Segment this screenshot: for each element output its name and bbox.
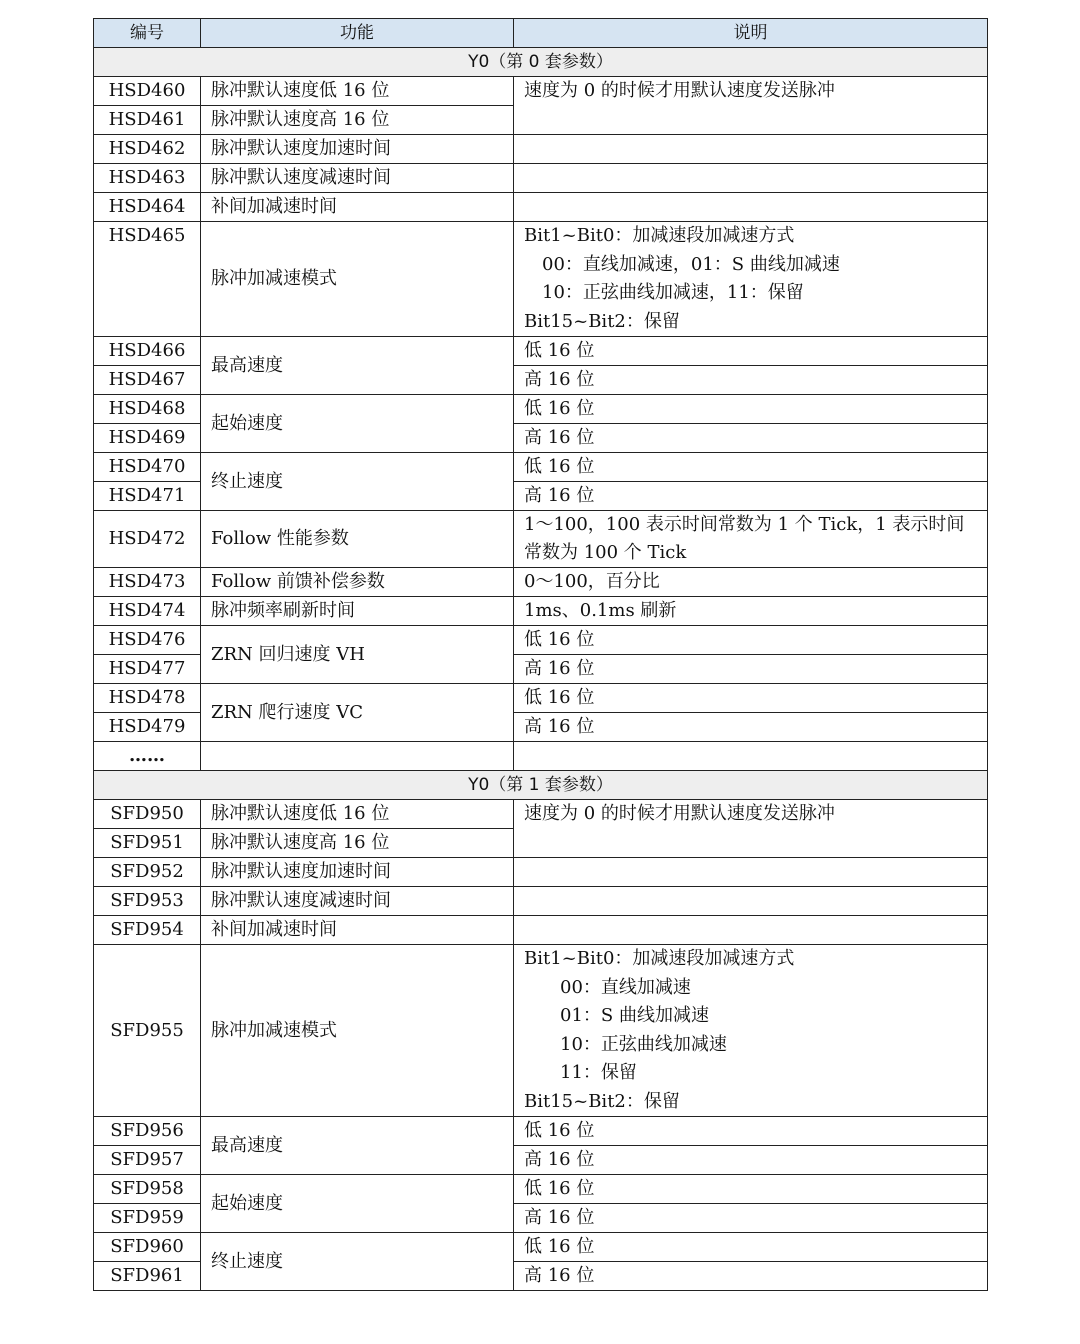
description-cell: 高 16 位 (514, 1262, 988, 1291)
description-cell: 1ms、0.1ms 刷新 (514, 597, 988, 626)
code-cell: HSD463 (94, 164, 201, 193)
code-cell: HSD471 (94, 482, 201, 511)
mode-line: 10：正弦曲线加减速，11：保留 (542, 282, 804, 303)
code-cell: HSD462 (94, 135, 201, 164)
code-cell: HSD472 (94, 511, 201, 568)
code-cell: HSD461 (94, 106, 201, 135)
function-cell: ZRN 回归速度 VH (201, 626, 514, 684)
table-row (94, 193, 988, 222)
code-cell: HSD476 (94, 626, 201, 655)
description-cell: 低 16 位 (514, 1175, 988, 1204)
function-cell (201, 742, 514, 771)
description-cell: 低 16 位 (514, 1117, 988, 1146)
function-cell: 脉冲默认速度高 16 位 (201, 829, 514, 858)
function-cell: 脉冲加减速模式 (201, 222, 514, 337)
function-cell: 脉冲频率刷新时间 (201, 597, 514, 626)
description-cell (514, 742, 988, 771)
code-cell: HSD468 (94, 395, 201, 424)
table-row (94, 742, 988, 771)
section-title: Y0（第 0 套参数） (94, 48, 988, 77)
description-cell: 低 16 位 (514, 684, 988, 713)
table-row (94, 222, 988, 337)
table-row (94, 511, 988, 568)
description-cell (514, 858, 988, 887)
code-cell: HSD478 (94, 684, 201, 713)
description-cell (514, 916, 988, 945)
parameter-table (93, 18, 988, 1291)
header-code: 编号 (94, 19, 201, 48)
description-cell: 低 16 位 (514, 1233, 988, 1262)
code-cell: SFD957 (94, 1146, 201, 1175)
table-row (94, 453, 988, 482)
table-row (94, 1117, 988, 1146)
code-cell: HSD477 (94, 655, 201, 684)
description-cell: 高 16 位 (514, 1146, 988, 1175)
description-cell: 速度为 0 的时候才用默认速度发送脉冲 (514, 77, 988, 135)
mode-line: Bit15~Bit2：保留 (524, 310, 680, 332)
function-cell: ZRN 爬行速度 VC (201, 684, 514, 742)
function-cell: 起始速度 (201, 395, 514, 453)
description-cell: 低 16 位 (514, 626, 988, 655)
description-cell (514, 193, 988, 222)
function-cell: 脉冲默认速度低 16 位 (201, 77, 514, 106)
function-cell: Follow 前馈补偿参数 (201, 568, 514, 597)
mode-line: 00：直线加减速 (560, 976, 691, 998)
description-cell: 高 16 位 (514, 655, 988, 684)
description-cell (514, 945, 988, 1117)
table-header-row (94, 19, 988, 48)
section-title: Y0（第 1 套参数） (94, 771, 988, 800)
description-cell: 1～100，100 表示时间常数为 1 个 Tick，1 表示时间常数为 100 个 Tick (514, 511, 988, 568)
description-cell (514, 887, 988, 916)
function-cell: 脉冲默认速度减速时间 (201, 164, 514, 193)
function-cell: 最高速度 (201, 337, 514, 395)
table-row (94, 858, 988, 887)
description-cell: 低 16 位 (514, 337, 988, 366)
code-cell: HSD466 (94, 337, 201, 366)
code-cell: SFD953 (94, 887, 201, 916)
section-row (94, 771, 988, 800)
table-row (94, 684, 988, 713)
description-cell: 高 16 位 (514, 366, 988, 395)
function-cell: 终止速度 (201, 1233, 514, 1291)
code-cell: SFD961 (94, 1262, 201, 1291)
function-cell: 脉冲默认速度低 16 位 (201, 800, 514, 829)
table-row (94, 626, 988, 655)
function-cell: 补间加减速时间 (201, 916, 514, 945)
description-cell: 高 16 位 (514, 424, 988, 453)
table-row (94, 1175, 988, 1204)
table-row (94, 597, 988, 626)
table-row (94, 800, 988, 829)
table-row (94, 337, 988, 366)
ellipsis-cell: …… (94, 742, 201, 771)
description-cell: 低 16 位 (514, 395, 988, 424)
function-cell: Follow 性能参数 (201, 511, 514, 568)
table-row (94, 916, 988, 945)
mode-line: Bit15~Bit2：保留 (524, 1090, 680, 1112)
mode-line: 01：S 曲线加减速 (560, 1005, 709, 1026)
code-cell: SFD951 (94, 829, 201, 858)
description-cell: 高 16 位 (514, 713, 988, 742)
code-cell: SFD954 (94, 916, 201, 945)
code-cell: HSD469 (94, 424, 201, 453)
description-cell (514, 135, 988, 164)
code-cell: SFD955 (94, 945, 201, 1117)
table-row (94, 945, 988, 1117)
description-cell: 高 16 位 (514, 482, 988, 511)
code-cell: HSD467 (94, 366, 201, 395)
description-cell (514, 222, 988, 337)
code-cell: SFD952 (94, 858, 201, 887)
code-cell: SFD950 (94, 800, 201, 829)
function-cell: 脉冲默认速度加速时间 (201, 135, 514, 164)
code-cell: HSD470 (94, 453, 201, 482)
function-cell: 起始速度 (201, 1175, 514, 1233)
table-row (94, 887, 988, 916)
code-cell: HSD479 (94, 713, 201, 742)
code-cell: SFD956 (94, 1117, 201, 1146)
function-cell: 终止速度 (201, 453, 514, 511)
header-description: 说明 (514, 19, 988, 48)
code-cell: SFD958 (94, 1175, 201, 1204)
mode-line: 00：直线加减速，01：S 曲线加减速 (542, 253, 840, 275)
description-cell: 0～100，百分比 (514, 568, 988, 597)
function-cell: 最高速度 (201, 1117, 514, 1175)
function-cell: 补间加减速时间 (201, 193, 514, 222)
description-cell (514, 164, 988, 193)
table-row (94, 395, 988, 424)
code-cell: SFD959 (94, 1204, 201, 1233)
table-row (94, 164, 988, 193)
section-row (94, 48, 988, 77)
mode-line: Bit1~Bit0：加减速段加减速方式 (524, 948, 795, 969)
code-cell: SFD960 (94, 1233, 201, 1262)
function-cell: 脉冲默认速度加速时间 (201, 858, 514, 887)
table-row (94, 1233, 988, 1262)
code-cell: HSD460 (94, 77, 201, 106)
function-cell: 脉冲加减速模式 (201, 945, 514, 1117)
description-cell: 速度为 0 的时候才用默认速度发送脉冲 (514, 800, 988, 858)
code-cell: HSD474 (94, 597, 201, 626)
description-cell: 高 16 位 (514, 1204, 988, 1233)
mode-line: Bit1~Bit0：加减速段加减速方式 (524, 225, 795, 246)
mode-line: 11：保留 (560, 1062, 637, 1083)
description-cell: 低 16 位 (514, 453, 988, 482)
code-cell: HSD465 (94, 222, 201, 337)
table-row (94, 568, 988, 597)
function-cell: 脉冲默认速度减速时间 (201, 887, 514, 916)
code-cell: HSD473 (94, 568, 201, 597)
mode-line: 10：正弦曲线加减速 (560, 1033, 727, 1055)
table-row (94, 77, 988, 106)
table-row (94, 135, 988, 164)
code-cell: HSD464 (94, 193, 201, 222)
function-cell: 脉冲默认速度高 16 位 (201, 106, 514, 135)
header-function: 功能 (201, 19, 514, 48)
